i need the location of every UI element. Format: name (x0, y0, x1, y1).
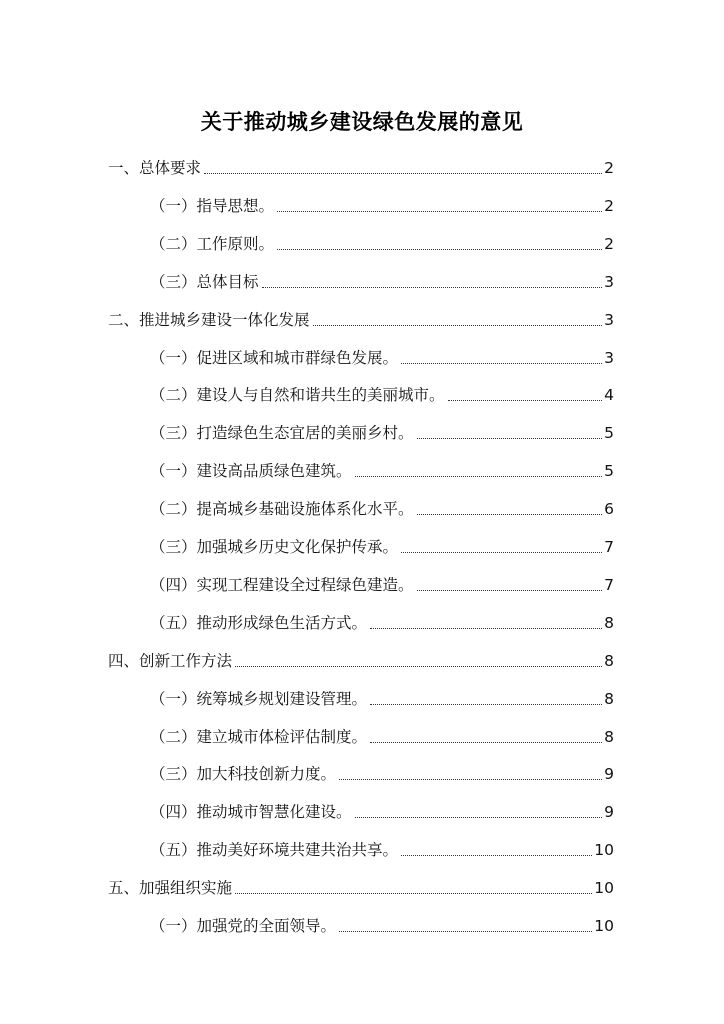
toc-page-number: 6 (604, 500, 614, 519)
toc-dot-leader (204, 172, 602, 174)
toc-dot-leader (277, 210, 602, 212)
toc-entry-title: （四）实现工程建设全过程绿色建造。 (150, 575, 414, 594)
toc-entry-title: （一）促进区域和城市群绿色发展。 (150, 348, 399, 367)
toc-dot-leader (401, 854, 592, 856)
toc-subsection-entry[interactable] (150, 188, 614, 216)
toc-subsection-entry[interactable] (150, 832, 614, 860)
toc-page-number: 8 (604, 613, 614, 632)
toc-page-number: 5 (604, 424, 614, 443)
toc-section-entry[interactable] (108, 643, 614, 671)
toc-dot-leader (313, 324, 603, 326)
toc-page-number: 7 (604, 575, 614, 594)
toc-entry-title: 一、总体要求 (108, 159, 202, 177)
toc-dot-leader (370, 703, 602, 705)
toc-dot-leader (262, 286, 603, 288)
toc-page-number: 9 (604, 803, 614, 822)
toc-dot-leader (448, 399, 603, 401)
toc-subsection-entry[interactable] (150, 605, 614, 633)
toc-dot-leader (355, 475, 603, 477)
toc-subsection-entry[interactable] (150, 567, 614, 595)
toc-dot-leader (339, 930, 592, 932)
toc-dot-leader (355, 816, 603, 818)
toc-entry-title: （一）统筹城乡规划建设管理。 (150, 689, 368, 708)
toc-page-number: 2 (604, 159, 614, 177)
toc-dot-leader (417, 437, 603, 439)
toc-page-number: 3 (604, 310, 614, 329)
toc-page-number: 7 (604, 538, 614, 556)
toc-page-number: 5 (604, 462, 614, 481)
toc-entry-title: （一）指导思想。 (150, 196, 275, 215)
toc-dot-leader (235, 665, 602, 667)
toc-page-number: 3 (604, 272, 614, 291)
toc-subsection-entry[interactable] (150, 491, 614, 519)
toc-dot-leader (401, 551, 602, 553)
toc-entry-title: 五、加强组织实施 (108, 879, 233, 898)
toc-entry-title: （五）推动形成绿色生活方式。 (150, 613, 368, 632)
toc-entry-title: （三）总体目标 (150, 272, 259, 291)
toc-subsection-entry[interactable] (150, 908, 614, 936)
toc-dot-leader (339, 778, 602, 780)
toc-subsection-entry[interactable] (150, 226, 614, 254)
toc-dot-leader (401, 362, 602, 364)
toc-dot-leader (370, 741, 602, 743)
toc-page-number: 2 (604, 234, 614, 253)
toc-page-number: 8 (604, 727, 614, 746)
toc-subsection-entry[interactable] (150, 377, 614, 405)
toc-page-number: 4 (604, 386, 614, 405)
toc-dot-leader (417, 513, 603, 515)
toc-dot-leader (417, 589, 603, 591)
toc-section-entry[interactable] (108, 302, 614, 330)
toc-entry-title: （二）工作原则。 (150, 234, 275, 253)
toc-page-number: 3 (604, 348, 614, 367)
toc-page-number: 9 (604, 765, 614, 784)
toc-subsection-entry[interactable] (150, 719, 614, 747)
toc-subsection-entry[interactable] (150, 794, 614, 822)
toc-entry-title: （三）打造绿色生态宜居的美丽乡村。 (150, 424, 414, 443)
toc-page-number: 2 (604, 196, 614, 215)
toc-subsection-entry[interactable] (150, 453, 614, 481)
toc-subsection-entry[interactable] (150, 681, 614, 709)
toc-entry-title: （一）加强党的全面领导。 (150, 917, 337, 935)
toc-page-number: 10 (594, 917, 614, 935)
toc-entry-title: （二）建设人与自然和谐共生的美丽城市。 (150, 386, 445, 405)
toc-subsection-entry[interactable] (150, 756, 614, 784)
toc-subsection-entry[interactable] (150, 340, 614, 368)
toc-subsection-entry[interactable] (150, 415, 614, 443)
toc-entry-title: （五）推动美好环境共建共治共享。 (150, 841, 399, 860)
toc-page-number: 10 (594, 879, 614, 898)
toc-entry-title: （一）建设高品质绿色建筑。 (150, 462, 352, 481)
toc-entry-title: （二）建立城市体检评估制度。 (150, 727, 368, 746)
document-title: 关于推动城乡建设绿色发展的意见 (200, 109, 524, 134)
toc-entry-title: （三）加强城乡历史文化保护传承。 (150, 538, 399, 556)
toc-subsection-entry[interactable] (150, 529, 614, 557)
toc-dot-leader (235, 892, 592, 894)
toc-entry-title: （四）推动城市智慧化建设。 (150, 803, 352, 822)
toc-dot-leader (277, 248, 602, 250)
toc-section-entry[interactable] (108, 150, 614, 178)
toc-entry-title: （三）加大科技创新力度。 (150, 765, 337, 784)
toc-page-number: 10 (594, 841, 614, 860)
toc-entry-title: （二）提高城乡基础设施体系化水平。 (150, 500, 414, 519)
toc-section-entry[interactable] (108, 870, 614, 898)
toc-page-number: 8 (604, 689, 614, 708)
toc-entry-title: 四、创新工作方法 (108, 651, 233, 670)
toc-subsection-entry[interactable] (150, 264, 614, 292)
toc-page-number: 8 (604, 651, 614, 670)
toc-entry-title: 二、推进城乡建设一体化发展 (108, 310, 310, 329)
toc-dot-leader (370, 627, 602, 629)
